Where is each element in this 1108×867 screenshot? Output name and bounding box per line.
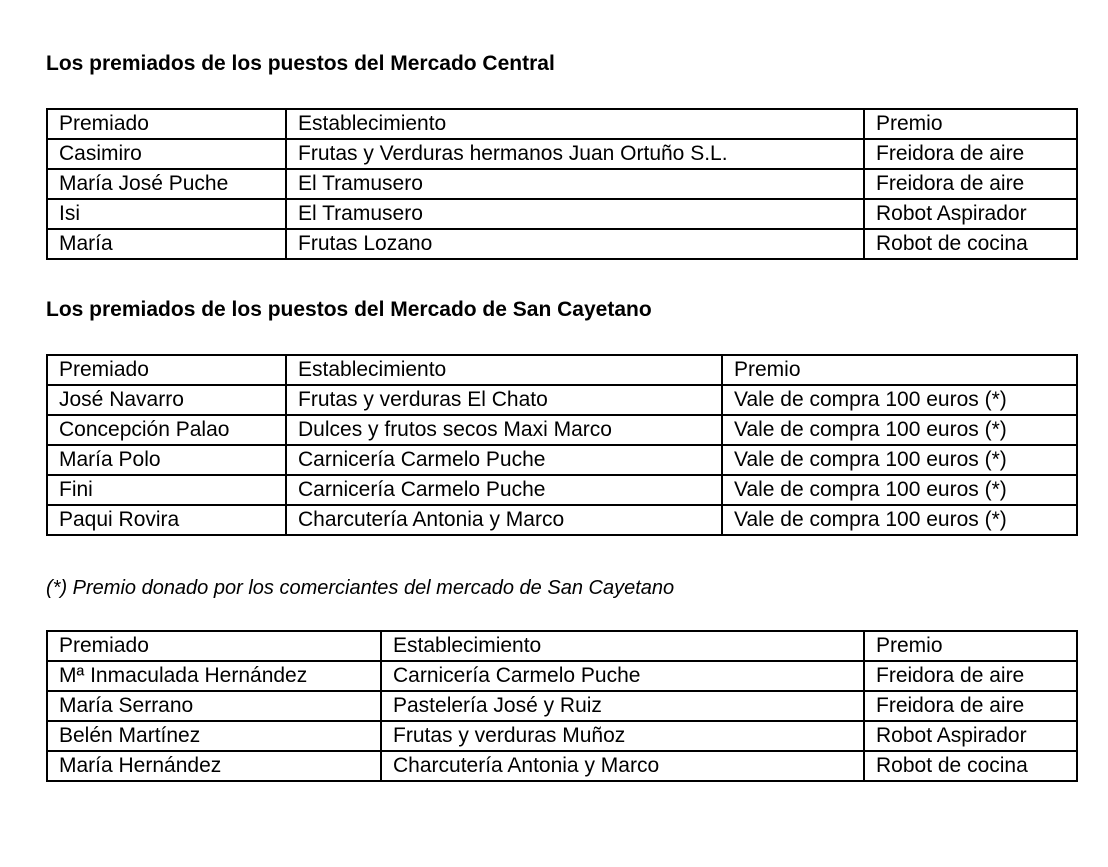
third-prize-table: [46, 630, 1078, 782]
cell-premio: Vale de compra 100 euros (*): [722, 385, 1077, 415]
table-row: [47, 385, 1077, 415]
cell-premiado: Concepción Palao: [47, 415, 286, 445]
cell-establecimiento: Frutas y verduras El Chato: [286, 385, 722, 415]
cell-premio: Vale de compra 100 euros (*): [722, 475, 1077, 505]
header-establecimiento: Establecimiento: [286, 355, 722, 385]
footnote: (*) Premio donado por los comerciantes del mercado de San Cayetano: [46, 577, 675, 599]
cell-premiado: José Navarro: [47, 385, 286, 415]
cell-premio: Robot Aspirador: [864, 199, 1077, 229]
cell-premio: Freidora de aire: [864, 139, 1077, 169]
header-establecimiento: Establecimiento: [381, 631, 864, 661]
cell-premio: Freidora de aire: [864, 661, 1077, 691]
cell-establecimiento: Charcutería Antonia y Marco: [286, 505, 722, 535]
cell-establecimiento: Carnicería Carmelo Puche: [381, 661, 864, 691]
table-row: [47, 661, 1077, 691]
mercado-central-title: Los premiados de los puestos del Mercado Central: [46, 52, 555, 75]
cell-premiado: María: [47, 229, 286, 259]
mercado-central-table: [46, 108, 1078, 260]
cell-premiado: Fini: [47, 475, 286, 505]
table-row: [47, 721, 1077, 751]
cell-establecimiento: Frutas y verduras Muñoz: [381, 721, 864, 751]
cell-establecimiento: Dulces y frutos secos Maxi Marco: [286, 415, 722, 445]
cell-establecimiento: Frutas Lozano: [286, 229, 864, 259]
header-premiado: Premiado: [47, 355, 286, 385]
cell-establecimiento: Carnicería Carmelo Puche: [286, 445, 722, 475]
cell-premiado: Isi: [47, 199, 286, 229]
cell-premiado: María José Puche: [47, 169, 286, 199]
header-premiado: Premiado: [47, 631, 381, 661]
header-establecimiento: Establecimiento: [286, 109, 864, 139]
table-header-row: [47, 355, 1077, 385]
table-row: [47, 751, 1077, 781]
table-row: [47, 169, 1077, 199]
table-row: [47, 229, 1077, 259]
cell-premiado: Mª Inmaculada Hernández: [47, 661, 381, 691]
table-row: [47, 691, 1077, 721]
cell-premio: Vale de compra 100 euros (*): [722, 415, 1077, 445]
table-row: [47, 445, 1077, 475]
header-premio: Premio: [864, 109, 1077, 139]
header-premio: Premio: [722, 355, 1077, 385]
table-header-row: [47, 109, 1077, 139]
cell-premio: Robot Aspirador: [864, 721, 1077, 751]
cell-premio: Vale de compra 100 euros (*): [722, 445, 1077, 475]
table-row: [47, 415, 1077, 445]
cell-premiado: Paqui Rovira: [47, 505, 286, 535]
cell-premio: Freidora de aire: [864, 169, 1077, 199]
cell-premio: Robot de cocina: [864, 229, 1077, 259]
table-row: [47, 139, 1077, 169]
cell-premiado: María Serrano: [47, 691, 381, 721]
cell-establecimiento: El Tramusero: [286, 169, 864, 199]
cell-premiado: Belén Martínez: [47, 721, 381, 751]
cell-premio: Freidora de aire: [864, 691, 1077, 721]
cell-establecimiento: Pastelería José y Ruiz: [381, 691, 864, 721]
cell-premiado: María Polo: [47, 445, 286, 475]
cell-establecimiento: Carnicería Carmelo Puche: [286, 475, 722, 505]
cell-premiado: Casimiro: [47, 139, 286, 169]
table-row: [47, 475, 1077, 505]
cell-premiado: María Hernández: [47, 751, 381, 781]
cell-establecimiento: Frutas y Verduras hermanos Juan Ortuño S.L.: [286, 139, 864, 169]
header-premiado: Premiado: [47, 109, 286, 139]
cell-premio: Vale de compra 100 euros (*): [722, 505, 1077, 535]
cell-premio: Robot de cocina: [864, 751, 1077, 781]
header-premio: Premio: [864, 631, 1077, 661]
mercado-san-cayetano-title: Los premiados de los puestos del Mercado de San Cayetano: [46, 298, 652, 321]
table-header-row: [47, 631, 1077, 661]
cell-establecimiento: Charcutería Antonia y Marco: [381, 751, 864, 781]
mercado-san-cayetano-table: [46, 354, 1078, 536]
table-row: [47, 199, 1077, 229]
table-row: [47, 505, 1077, 535]
cell-establecimiento: El Tramusero: [286, 199, 864, 229]
